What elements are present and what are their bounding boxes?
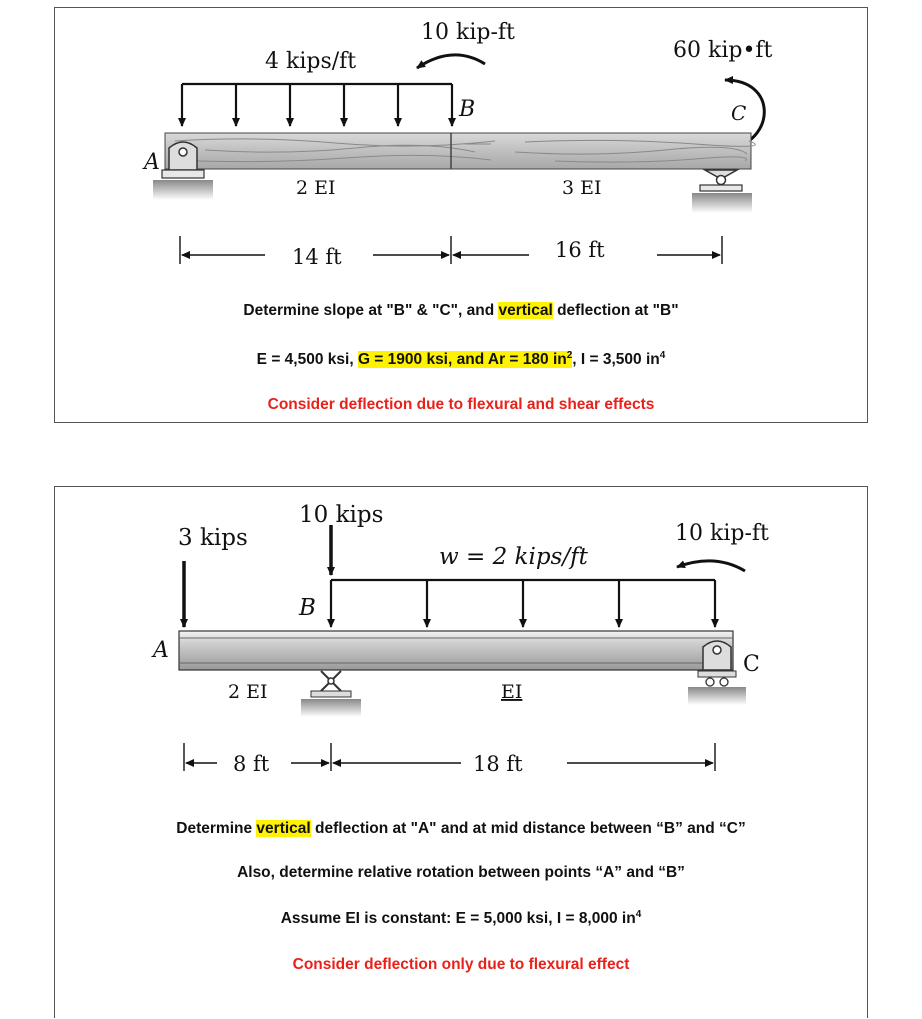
assume-exponent: 4	[635, 908, 642, 920]
problem-1-task	[55, 302, 867, 320]
problem-2-assumption	[55, 910, 867, 928]
props-text-end: , I = 3,500 in	[572, 351, 660, 368]
problem-2-diagram	[55, 487, 869, 1019]
problem-1-note: Consider deflection due to flexural and shear effects	[267, 396, 655, 413]
support-b	[301, 671, 361, 717]
problem-2-task	[55, 820, 867, 838]
task-text: Determine	[176, 820, 257, 837]
dimension-lines	[180, 236, 722, 264]
distributed-load-label: 4 kips/ft	[265, 49, 357, 74]
moment-c-arrow	[677, 561, 745, 571]
span-left-label: 14 ft	[292, 245, 342, 269]
distributed-load-arrows	[331, 580, 715, 627]
distributed-load-arrows	[182, 84, 452, 126]
point-b-label: B	[299, 595, 316, 621]
stiffness-right-label: EI	[501, 681, 523, 703]
task-text-end: deflection at "A" and at mid distance between “B” and “C”	[310, 820, 746, 837]
beam	[179, 631, 733, 670]
problem-1-panel	[54, 7, 868, 423]
problem-2-panel	[54, 486, 868, 1018]
props-highlight: G = 1900 ksi, and Ar = 180 in	[357, 351, 567, 368]
point-c-label: C	[743, 652, 760, 677]
task-text-end: deflection at "B"	[552, 302, 679, 319]
problem-2-task-2: Also, determine relative rotation between points “A” and “B”	[237, 864, 685, 881]
stiffness-left-label: 2 EI	[228, 681, 268, 703]
stiffness-left-label: 2 EI	[296, 177, 336, 199]
distributed-load-label: w = 2 kips/ft	[439, 544, 588, 570]
point-load-a-label: 3 kips	[178, 525, 248, 551]
moment-c-label: 60 kip•ft	[673, 38, 773, 63]
span-left-label: 8 ft	[233, 752, 270, 776]
point-a-label: A	[144, 150, 160, 175]
moment-c-label: 10 kip-ft	[675, 521, 769, 546]
task-highlight: vertical	[498, 302, 553, 319]
moment-b-arrow	[417, 55, 485, 68]
assume-text: Assume EI is constant: E = 5,000 ksi, I = 8,000 in	[280, 910, 636, 927]
task-text: Determine slope at "B" & "C", and	[243, 302, 499, 319]
props-exponent-end: 4	[659, 349, 666, 361]
point-load-b-label: 10 kips	[299, 502, 384, 528]
beam	[165, 133, 755, 169]
span-right-label: 18 ft	[473, 752, 523, 776]
problem-2-note: Consider deflection only due to flexural effect	[292, 956, 630, 973]
point-b-label: B	[459, 97, 476, 122]
props-text: E = 4,500 ksi,	[256, 351, 358, 368]
task-highlight: vertical	[256, 820, 311, 837]
props-exponent: 2	[566, 349, 573, 361]
point-c-label: C	[731, 101, 747, 125]
point-a-label: A	[153, 638, 169, 663]
roller-support-c	[692, 170, 752, 213]
stiffness-right-label: 3 EI	[562, 177, 602, 199]
problem-1-properties	[55, 351, 867, 369]
moment-b-label: 10 kip-ft	[421, 20, 515, 45]
span-right-label: 16 ft	[555, 238, 605, 262]
